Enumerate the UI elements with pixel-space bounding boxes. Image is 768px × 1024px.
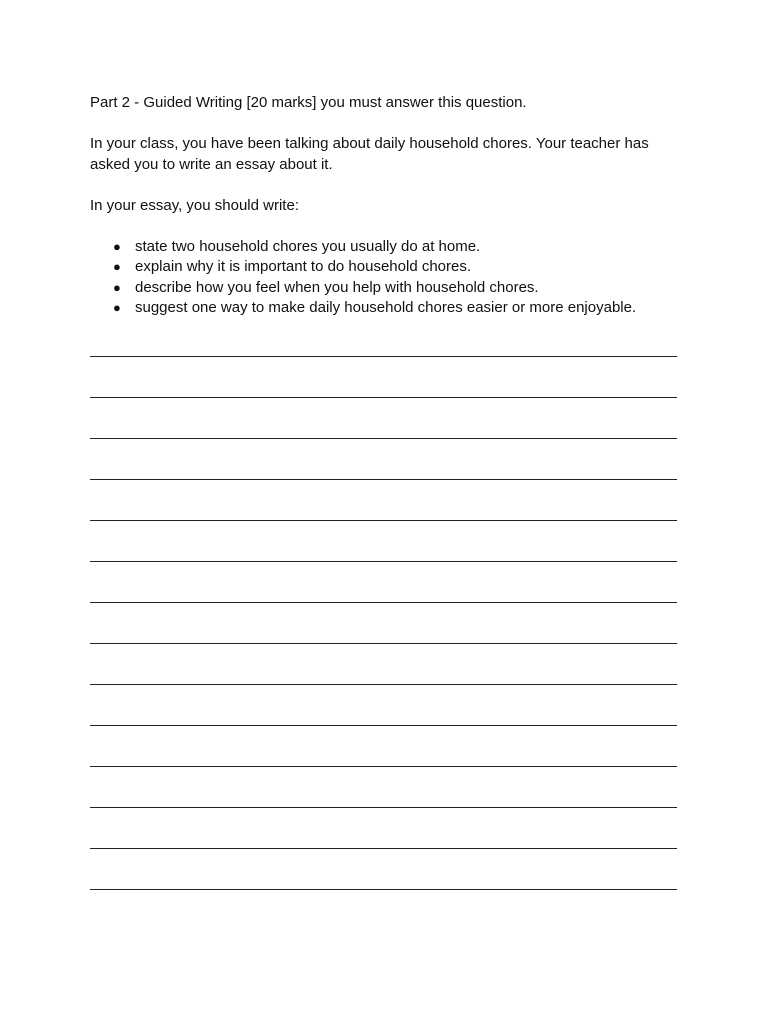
answer-line — [90, 438, 677, 439]
context-line-1: In your class, you have been talking about daily household chores. Your teacher has — [90, 135, 649, 152]
answer-line — [90, 602, 677, 603]
bullet-text: suggest one way to make daily household chores easier or more enjoyable. — [135, 299, 637, 317]
answer-line — [90, 397, 677, 398]
answer-writing-lines — [90, 356, 677, 930]
answer-line — [90, 479, 677, 480]
bullet-item — [90, 237, 680, 258]
bullet-text: explain why it is important to do household chores. — [135, 258, 472, 276]
bullet-text: state two household chores you usually do at home. — [135, 237, 481, 255]
instruction-text: In your essay, you should write: — [90, 196, 299, 214]
answer-line — [90, 520, 677, 521]
bullet-item — [90, 298, 680, 319]
bullet-text: describe how you feel when you help with household chores. — [135, 278, 539, 296]
worksheet-content — [90, 93, 680, 319]
bullet-dot-icon: ● — [113, 279, 121, 295]
answer-line — [90, 561, 677, 562]
bullet-dot-icon: ● — [113, 300, 121, 316]
answer-line — [90, 356, 677, 357]
answer-line — [90, 684, 677, 685]
answer-line — [90, 807, 677, 808]
answer-line — [90, 848, 677, 849]
bullet-dot-icon: ● — [113, 238, 121, 254]
answer-line — [90, 766, 677, 767]
question-heading: Part 2 - Guided Writing [20 marks] you must answer this question. — [90, 94, 527, 111]
task-bullet-list — [90, 237, 680, 319]
bullet-item — [90, 257, 680, 278]
answer-line — [90, 889, 677, 890]
answer-line — [90, 725, 677, 726]
context-line-2: asked you to write an essay about it. — [90, 155, 333, 173]
answer-line — [90, 643, 677, 644]
bullet-dot-icon: ● — [113, 259, 121, 275]
bullet-item — [90, 278, 680, 299]
